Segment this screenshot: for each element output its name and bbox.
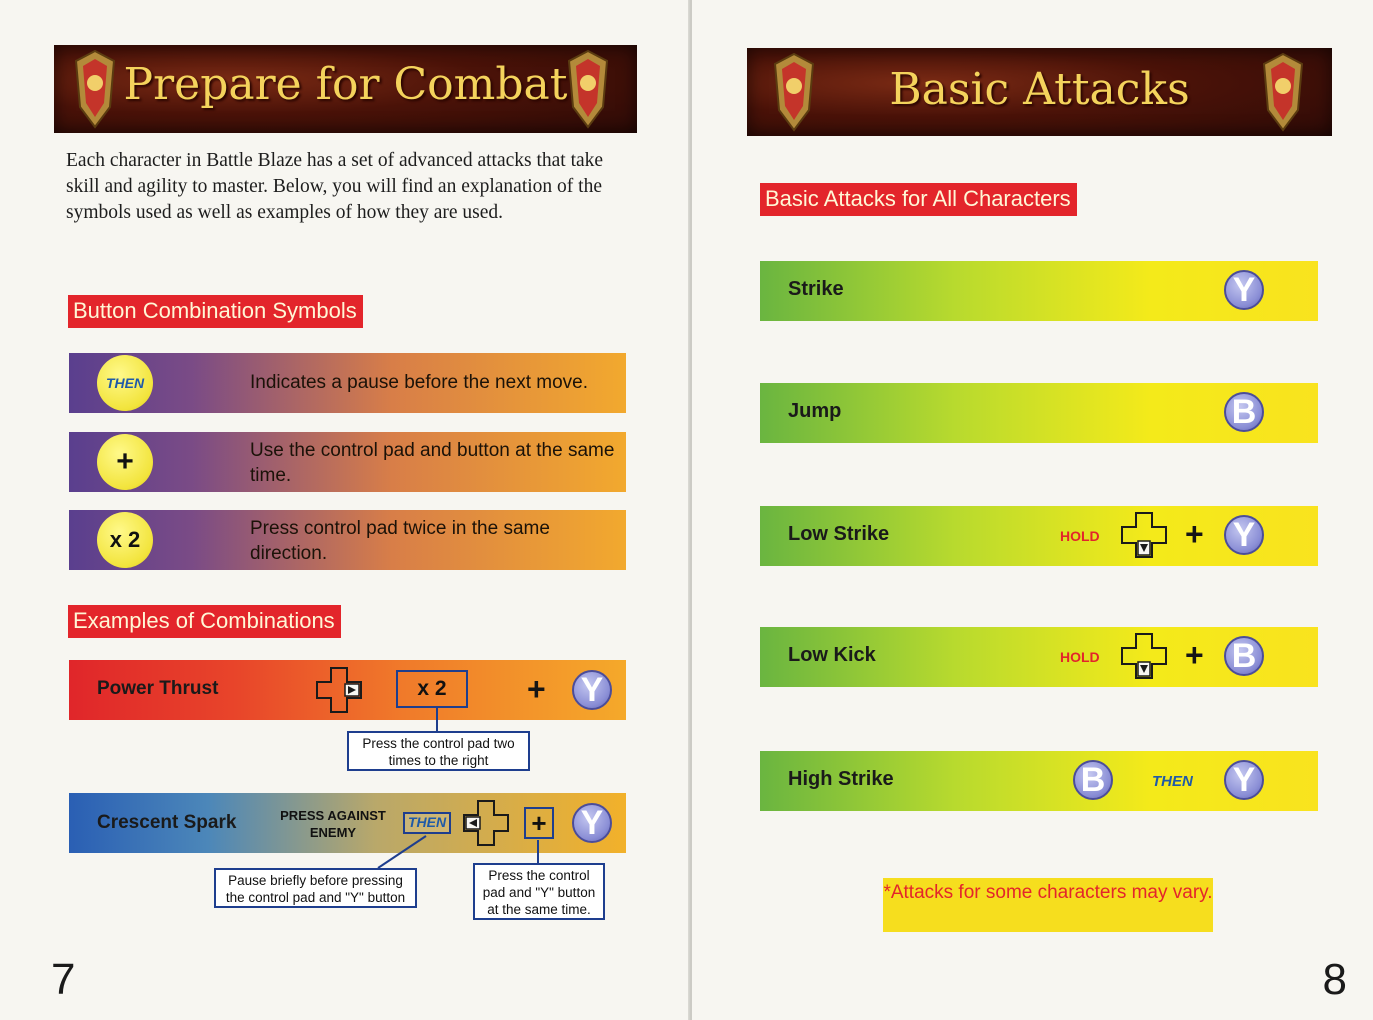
- shield-emblem-icon: [567, 49, 609, 129]
- shield-emblem-icon: [1262, 52, 1304, 132]
- attack-row-high-strike: [760, 751, 1318, 811]
- plus-icon: +: [1185, 516, 1204, 552]
- button-letter: Y: [1232, 270, 1256, 309]
- intro-paragraph: Each character in Battle Blaze has a set of advanced attacks that take skill and agility to master. Below, you will find an explanation of the symbols used as well as examples of how they are used.: [66, 150, 604, 223]
- y-button-icon: [1224, 760, 1264, 800]
- b-button-icon: [1224, 636, 1264, 676]
- page-number: 7: [51, 955, 76, 1004]
- attack-row-low-strike: [760, 506, 1318, 566]
- power-thrust-callout: Press the control pad two times to the right: [347, 731, 530, 771]
- y-button-icon: [1224, 270, 1264, 310]
- b-button-icon: [1073, 760, 1113, 800]
- symbol-description: Indicates a pause before the next move.: [250, 372, 588, 393]
- combo-name: Crescent Spark: [97, 812, 237, 833]
- hold-label: HOLD: [1060, 528, 1100, 544]
- attack-row-strike: [760, 261, 1318, 321]
- banner-title: Basic Attacks: [889, 64, 1190, 115]
- then-box: [403, 812, 451, 834]
- dpad-left-icon: [462, 799, 510, 847]
- plus-icon: +: [1185, 637, 1204, 673]
- then-label: THEN: [408, 814, 447, 830]
- page-number: 8: [1322, 955, 1347, 1004]
- crescent-spark-pause-callout: Pause briefly before pressing the control pad and "Y" button: [214, 868, 417, 908]
- times-two-box: [396, 670, 468, 708]
- examples-heading: Examples of Combinations: [68, 605, 341, 638]
- y-button-icon: [572, 803, 612, 843]
- symbols-heading: Button Combination Symbols: [68, 295, 363, 328]
- multiplier-label: x 2: [417, 677, 447, 700]
- b-button-icon: [1224, 392, 1264, 432]
- attack-name: Jump: [788, 400, 842, 422]
- callout-connector: [436, 708, 440, 732]
- hold-label: HOLD: [1060, 649, 1100, 665]
- button-letter: B: [1231, 392, 1257, 431]
- symbol-description: Use the control pad and button at the same time.: [250, 440, 615, 486]
- symbol-row-plus: [69, 432, 626, 492]
- plus-symbol: [97, 434, 153, 490]
- banner-title: Prepare for Combat: [123, 59, 568, 110]
- attacks-vary-note: *Attacks for some characters may vary.: [883, 878, 1213, 932]
- times-two-symbol: [97, 512, 153, 568]
- symbol-row-times-two: [69, 510, 626, 570]
- symbol-badge: +: [116, 445, 134, 478]
- attack-name: Low Kick: [788, 644, 876, 666]
- attack-row-low-kick: [760, 627, 1318, 687]
- symbol-badge: x 2: [109, 527, 141, 552]
- crescent-spark-row: [69, 793, 626, 853]
- attack-name: High Strike: [788, 768, 894, 790]
- callout-connector: [537, 840, 541, 864]
- basic-attacks-banner: [747, 48, 1332, 136]
- then-symbol: [97, 355, 153, 411]
- attack-name: Strike: [788, 278, 844, 300]
- dpad-down-icon: [1120, 511, 1168, 559]
- power-thrust-row: [69, 660, 626, 720]
- button-letter: B: [1231, 636, 1257, 675]
- press-against-enemy-label: PRESS AGAINST ENEMY: [280, 808, 386, 840]
- dpad-right-icon: [315, 666, 363, 714]
- symbol-badge: THEN: [105, 375, 145, 391]
- y-button-icon: [572, 670, 612, 710]
- then-label: THEN: [1152, 773, 1193, 790]
- right-page: [692, 0, 1373, 1020]
- attack-name: Low Strike: [788, 523, 890, 545]
- button-letter: Y: [1232, 760, 1256, 799]
- button-letter: Y: [1232, 515, 1256, 554]
- button-letter: Y: [580, 670, 604, 709]
- prepare-for-combat-banner: [54, 45, 637, 133]
- y-button-icon: [1224, 515, 1264, 555]
- crescent-spark-same-time-callout: Press the control pad and "Y" button at the same time.: [473, 863, 605, 920]
- callout-connector: [370, 834, 430, 870]
- symbol-row-then: [69, 353, 626, 413]
- basic-attacks-heading: Basic Attacks for All Characters: [760, 183, 1077, 216]
- button-letter: B: [1080, 760, 1106, 799]
- attack-row-jump: [760, 383, 1318, 443]
- symbol-description: Press control pad twice in the same direction.: [250, 518, 550, 564]
- plus-box: +: [524, 807, 554, 839]
- dpad-down-icon: [1120, 632, 1168, 680]
- plus-icon: +: [527, 671, 546, 707]
- button-letter: Y: [580, 803, 604, 842]
- combo-name: Power Thrust: [97, 678, 219, 699]
